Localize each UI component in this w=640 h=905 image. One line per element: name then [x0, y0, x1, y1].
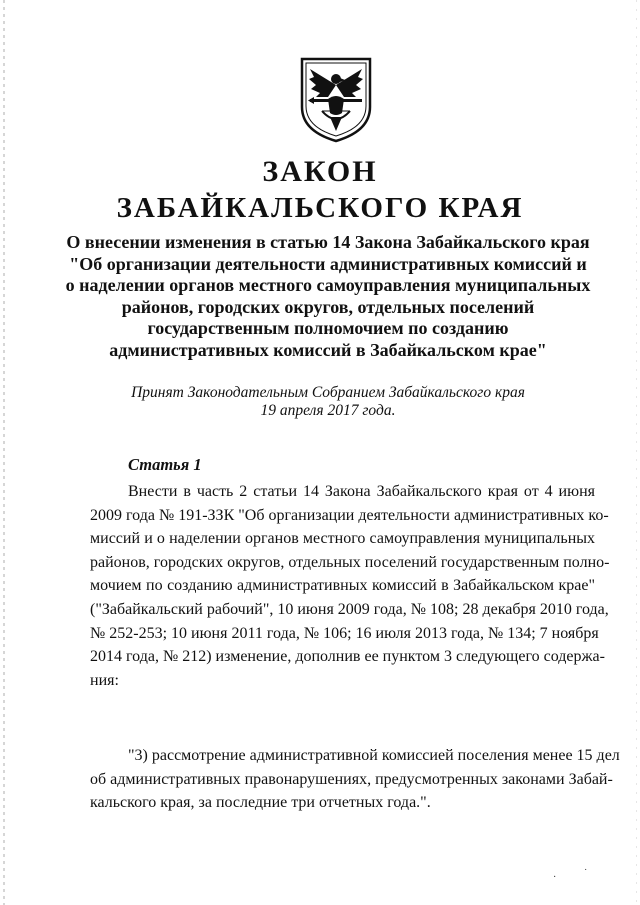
amendment-quote [90, 744, 620, 815]
law-subject [60, 232, 596, 362]
coat-of-arms-icon [296, 55, 376, 143]
subject-line: "Об организации деятельности административных комиссий и [69, 253, 587, 274]
region-title: ЗАБАЙКАЛЬСКОГО КРАЯ [116, 192, 524, 224]
adoption-date: 19 апреля 2017 года. [260, 402, 396, 419]
subject-line: о наделении органов местного самоуправления муниципальных [65, 275, 591, 296]
subject-line: государственным полномочием по созданию [147, 318, 509, 339]
subject-line: административных комиссий в Забайкальском крае" [109, 339, 547, 360]
scan-edge-left [3, 0, 5, 905]
article-line: ния: [90, 671, 119, 689]
article-line: Внести в часть 2 статьи 14 Закона Забайкальского края от 4 июня [128, 483, 595, 500]
article-line: № 252-253; 10 июня 2011 года, № 106; 16 июля 2013 года, № 134; 7 ноября [90, 624, 599, 642]
article-line: районов, городских округов, отдельных поселений государственным полно- [90, 553, 610, 571]
article-line: 2009 года № 191-ЗЗК "Об организации деятельности административных ко- [90, 506, 609, 524]
article-line: мочием по созданию административных комиссий в Забайкальском крае" [90, 577, 595, 595]
subject-line: районов, городских округов, отдельных поселений [121, 296, 535, 317]
quote-line: об административных правонарушениях, предусмотренных законами Забай- [90, 770, 613, 788]
adoption-body: Принят Законодательным Собранием Забайкальского края [131, 384, 525, 401]
subject-line: О внесении изменения в статью 14 Закона Забайкальского края [66, 232, 590, 252]
article-line: ("Забайкальский рабочий", 10 июня 2009 года, № 108; 28 декабря 2010 года, [90, 600, 609, 618]
scan-edge-right [636, 0, 637, 905]
quote-line: "3) рассмотрение административной комиссией поселения менее 15 дел [128, 747, 620, 764]
adoption-note [60, 384, 596, 420]
law-title: ЗАКОН [262, 155, 378, 188]
quote-line: кальского края, за последние три отчетных года.". [90, 794, 431, 812]
article-line: миссий и о наделении органов местного самоуправления муниципальных [90, 530, 595, 548]
article-heading: Статья 1 [128, 455, 202, 474]
article-line: 2014 года, № 212) изменение, дополнив ее пунктом 3 следующего содержа- [90, 648, 605, 666]
article-body [90, 480, 610, 692]
scan-speck: · [553, 872, 557, 883]
scan-speck: ˙ [584, 868, 588, 879]
